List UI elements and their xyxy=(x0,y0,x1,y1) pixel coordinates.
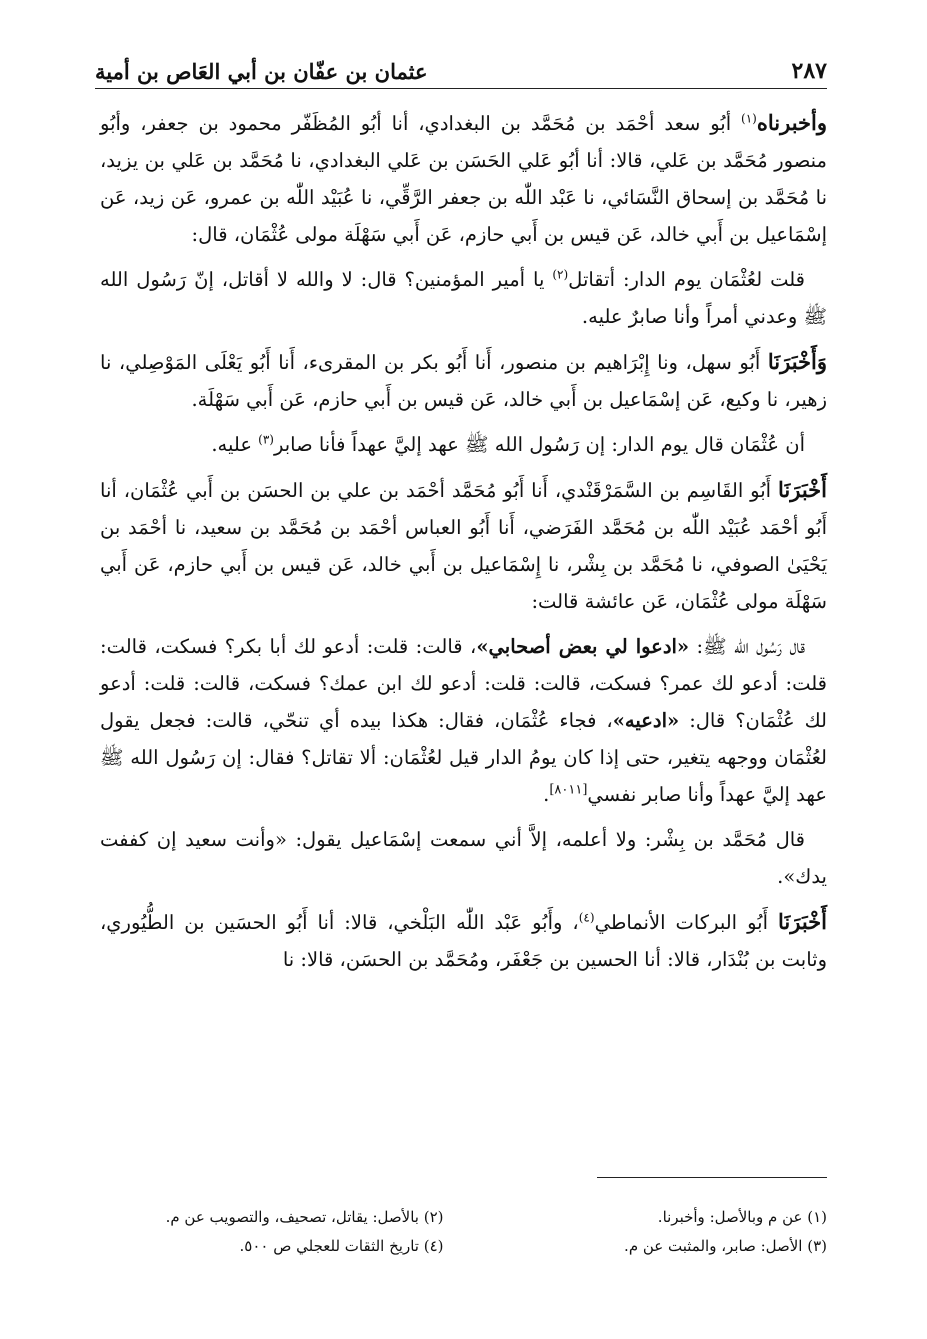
footnote-2: (٢) بالأصل: يقاتل، تصحيف، والتصويب عن م. xyxy=(165,1208,444,1226)
footnote-mark: (٣) xyxy=(258,432,274,447)
footnote-mark: (١) xyxy=(741,111,757,126)
paragraph-6 xyxy=(100,628,827,813)
paragraph-1 xyxy=(100,104,827,253)
footnote-3: (٣) الأصل: صابر، والمثبت عن م. xyxy=(624,1237,827,1255)
main-text xyxy=(100,104,827,986)
footnote-mark: (٤) xyxy=(578,910,595,925)
paragraph-text: قال مُحَمَّد بن بِشْر: ولا أعلمه، إلاَّ أني سمعت إسْمَاعيل يقول: «وأنت سعيد إن كففت يدك». xyxy=(100,828,827,888)
hadith-number: [٨٠١١] xyxy=(549,782,588,798)
paragraph-3 xyxy=(100,343,827,418)
paragraph-7 xyxy=(100,821,827,895)
page-number: ٢٨٧ xyxy=(791,58,827,84)
running-title: عثمان بن عفّان بن أبي العَاص بن أمية xyxy=(95,59,428,84)
paragraph-text: يا أمير المؤمنين؟ قال: لا والله لا أقاتل، إنّ رَسُول الله ﷺ وعدني أمراً وأنا صابرٌ عليه. xyxy=(100,268,827,328)
paragraph-5 xyxy=(100,471,827,620)
footnote-1: (١) عن م وبالأصل: وأخبرنا. xyxy=(657,1208,827,1226)
paragraph-text: أبُو سعد أحْمَد بن مُحَمَّد بن البغدادي، أنا أبُو المُظَفّر محمود بن جعفر، وأبُو منصور مُحَمَّد بن عَلي، قالا: أنا أبُو عَلي الحَسَن بن عَلي البغدادي، نا مُحَمَّد بن عَلي بن يزيد، نا مُحَمَّد بن إسحاق النَّسَائي، نا عَبْد اللّٰه بن جعفر الرَّقِّي، نا عُبَيْد اللّٰه بن عمرو، عَن زيد، عَن إسْمَاعيل بن أَبي خالد، عَن قيس بن أَبي حازم، عَن أَبي سَهْلَة مولى عُثْمَان، قال: xyxy=(100,112,828,246)
footnote-4: (٤) تاريخ الثقات للعجلي ص ٥٠٠. xyxy=(239,1237,444,1255)
footnotes xyxy=(100,1203,827,1261)
paragraph-text: عليه. xyxy=(211,433,259,456)
paragraph-text: ، قالت: قلت: أدعو لك أبا بكر؟ فسكت، قالت: قلت: أدعو لك عمر؟ فسكت، قالت: قلت: أدعو لك ابن عمك؟ فسكت، قالت: قلت: أدعو لك عُثْمَان؟ قال: xyxy=(100,635,827,732)
paragraph-text: أَبُو البركات الأنماطي xyxy=(594,911,779,934)
paragraph-2 xyxy=(100,261,827,335)
paragraph-text: أن عُثْمَان قال يوم الدار: إن رَسُول الله ﷺ عهد إليَّ عهداً فأنا صابر xyxy=(273,433,805,456)
hadith-quote: «ادعوا لي بعض أصحابي» xyxy=(476,635,690,658)
paragraph-4 xyxy=(100,426,827,463)
paragraph-lead: وَأَخْبَرَنَا xyxy=(767,349,827,374)
footnote-divider xyxy=(597,1177,827,1178)
paragraph-text: . xyxy=(543,783,550,806)
paragraph-text: أَبُو سهل، ونا إِبْرَاهيم بن منصور، أَنا أَبُو بكر بن المقرىء، أَنا أَبُو يَعْلَى المَوْصِلي، نا زهير، نا وكيع، عَن إسْمَاعيل بن أَبي خالد، عَن قيس بن أَبي حازم، عَن أَبي سَهْلَة. xyxy=(100,351,827,411)
footnote-mark: (٢) xyxy=(552,267,569,282)
paragraph-text: أَبُو القَاسِم بن السَّمَرْقَنْدي، أَنا أَبُو مُحَمَّد أحْمَد بن علي بن الحسَن بن أَبي عُثْمَان، أنا أَبُو أحْمَد عُبَيْد اللّٰه بن مُحَمَّد الفَرَضي، أَنا أَبُو العباس أحْمَد بن مُحَمَّد بن سعيد، نا أحْمَد بن يَحْيَىٰ الصوفي، نا مُحَمَّد بن بِشْر، نا إِسْمَاعيل بن أَبي خالد، عَن قيس بن أَبي حازم، عَن أَبي سَهْلَة مولى عُثْمَان، عَن عائشة قالت: xyxy=(100,479,827,613)
paragraph-lead: أَخْبَرَنَا xyxy=(778,909,827,934)
paragraph-text: ، فجاء عُثْمَان، فقال: هكذا بيده أي تنحّي، قالت: فجعل يقول لعُثْمَان ووجهه يتغير، حتى إذا كان يومُ الدار قيل لعُثْمَان: ألا تقاتل؟ فقال: إن رَسُول الله ﷺ عهد إليَّ عهداً وأنا صابر نفسي xyxy=(100,709,827,806)
page-header xyxy=(95,44,827,89)
hadith-quote: «ادعيه» xyxy=(612,709,680,732)
paragraph-text: ، وأَبُو عَبْد اللّٰه البَلْخي، قالا: أنا أَبُو الحسَين بن الطُّيُوري، وثابت بن بُنْدَار، قالا: أنا الحسين بن جَعْفَر، ومُحَمَّد بن الحسَن، قالا: نا xyxy=(100,911,827,971)
paragraph-text: قال رَسُول الله ﷺ: xyxy=(689,635,805,658)
paragraph-8 xyxy=(100,903,827,978)
paragraph-lead: وأخبرناه xyxy=(756,110,827,135)
paragraph-text: قلت لعُثْمَان يوم الدار: أتقاتل xyxy=(568,268,806,291)
paragraph-lead: أَخْبَرَنَا xyxy=(778,477,827,502)
